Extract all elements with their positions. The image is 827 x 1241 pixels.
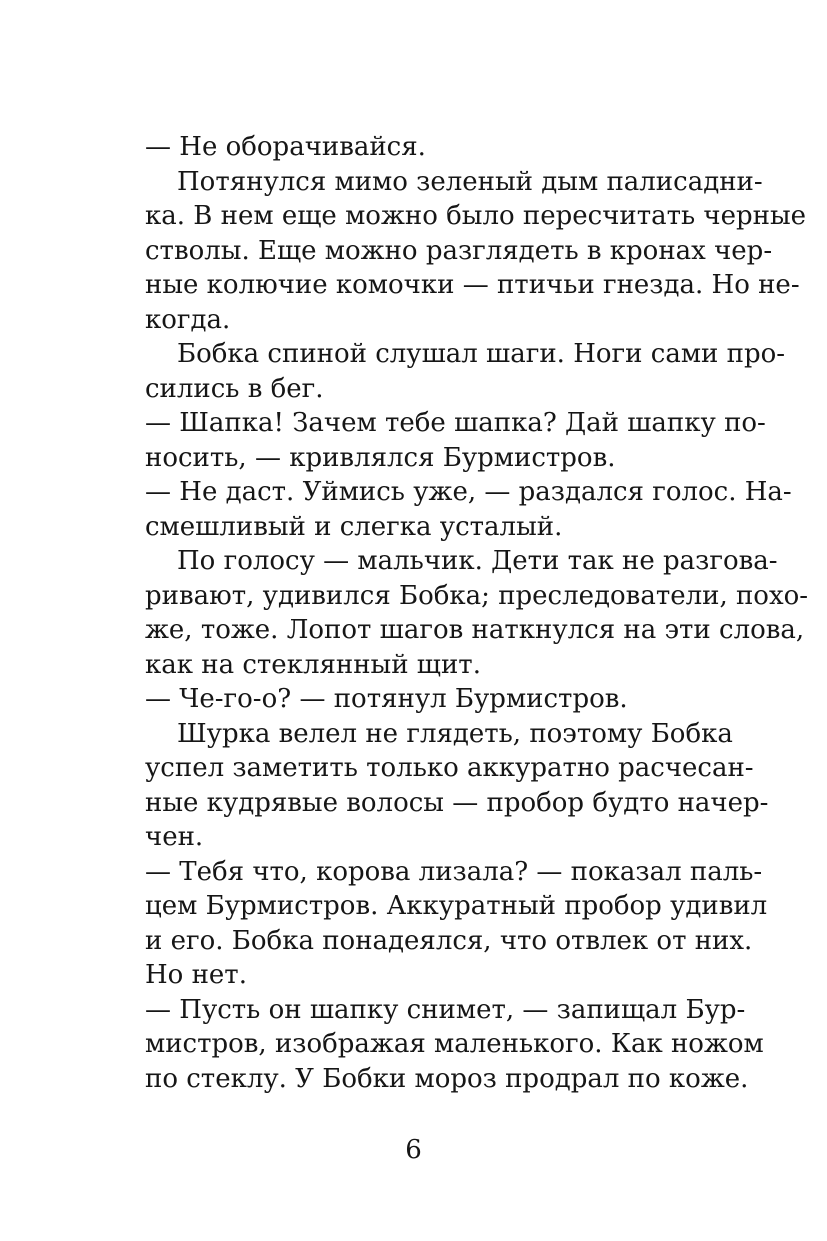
text-line: Бобка спиной слушал шаги. Ноги сами про-: [177, 339, 786, 369]
text-line: и его. Бобка понадеялся, что отвлек от них.: [145, 925, 753, 956]
body-text: [145, 130, 809, 1096]
paragraph: [145, 993, 764, 1097]
text-line: как на стеклянный щит.: [145, 649, 481, 680]
text-line: Шурка велел не глядеть, поэтому Бобка: [177, 718, 733, 749]
text-line: — Пусть он шапку снимет, — запищал Бур-: [145, 994, 746, 1025]
text-line: — Тебя что, корова лизала? — показал паль-: [145, 856, 763, 887]
text-line: Потянулся мимо зеленый дым палисадни-: [177, 166, 763, 197]
text-line: ные кудрявые волосы — пробор будто начер-: [145, 787, 769, 818]
paragraph: [145, 855, 768, 993]
text-line: Но нет.: [145, 960, 247, 990]
text-line: ные колючие комочки — птичьи гнезда. Но не-: [145, 270, 800, 300]
text-line: По голосу — мальчик. Дети так не разгова-: [177, 546, 778, 576]
text-line: ривают, удивился Бобка; преследователи, похо-: [145, 580, 809, 611]
text-line: мистров, изображая маленького. Как ножом: [145, 1029, 764, 1059]
text-line: смешливый и слегка усталый.: [145, 511, 563, 542]
text-line: сились в бег.: [145, 373, 324, 404]
text-line: же, тоже. Лопот шагов наткнулся на эти слова,: [145, 615, 805, 645]
paragraph: [145, 682, 725, 717]
paragraph: [145, 165, 807, 338]
text-line: носить, — кривлялся Бурмистров.: [145, 442, 616, 473]
text-line: по стеклу. У Бобки мороз продрал по коже.: [145, 1063, 749, 1094]
text-line: успел заметить только аккуратно расчесан-: [145, 753, 754, 783]
paragraph: [145, 717, 769, 855]
page-number: 6: [405, 1135, 422, 1165]
text-line: когда.: [145, 304, 231, 335]
text-line: — Не оборачивайся.: [145, 132, 426, 162]
text-line: цем Бурмистров. Аккуратный пробор удивил: [145, 891, 768, 921]
text-line: — Шапка! Зачем тебе шапка? Дай шапку по-: [145, 408, 766, 438]
paragraph: [145, 337, 786, 406]
text-line: — Не даст. Уймись уже, — раздался голос. На-: [145, 477, 792, 507]
paragraph: [145, 130, 725, 165]
text-line: — Че-го-о? — потянул Бурмистров.: [145, 684, 628, 714]
text-line: чен.: [145, 822, 204, 852]
paragraph: [145, 406, 766, 475]
text-line: ка. В нем еще можно было пересчитать черные: [145, 201, 807, 231]
text-line: стволы. Еще можно разглядеть в кронах чер-: [145, 235, 773, 266]
paragraph: [145, 475, 792, 544]
paragraph: [145, 544, 809, 682]
